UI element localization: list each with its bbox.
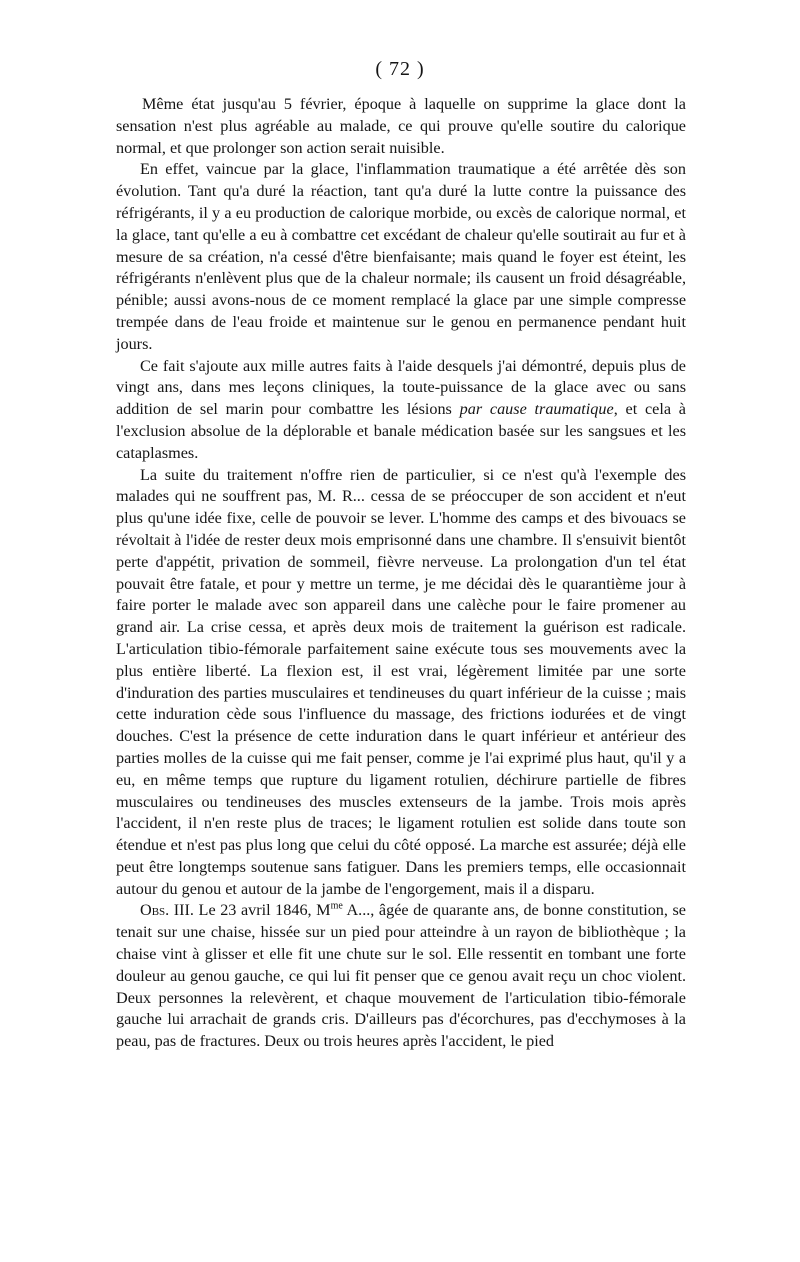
page-number: ( 72 ) [375, 58, 425, 80]
paragraph-3-text-before: Ce fait s'ajoute aux mille autres faits à l'aide desquels j'ai démontré, depuis plus de vingt ans, dans mes leçons cliniques, la toute-puissance de la glace avec ou sans addition de sel marin pour combattre les lésions [116, 356, 686, 419]
paragraph-4: La suite du traitement n'offre rien de particulier, si ce n'est qu'à l'exemple des malades qui ne souffrent pas, M. R... cessa de se préoccuper de son accident et n'eut plus qu'une idée fixe, celle de pouvoir se lever. L'homme des camps et des bivouacs se révoltait à l'idée de rester deux mois emprisonné dans une chambre. Il s'ensuivit bientôt perte d'appétit, privation de sommeil, fièvre nerveuse. La prolongation d'un tel état pouvait être fatale, et pour y mettre un terme, je me décidai dès le quarantième jour à faire porter le malade avec son appareil dans une calèche pour le faire promener au grand air. La crise cessa, et après deux mois de traitement la guérison est radicale. L'articulation tibio-fémorale parfaitement saine exécute tous ses mouvements avec la plus entière liberté. La flexion est, il est vrai, légèrement limitée par une sorte d'induration des parties musculaires et tendineuses du quart inférieur de la cuisse ; mais cette induration cède sous l'influence du massage, des frictions iodurées et de vingt douches. C'est la présence de cette induration dans le quart inférieur et antérieur des parties molles de la cuisse qui me fait penser, comme je l'ai exprimé plus haut, qu'il y a eu, en même temps que rupture du ligament rotulien, déchirure partielle de fibres musculaires ou tendineuses des muscles extenseurs de la jambe. Trois mois après l'accident, il n'en reste plus de traces; le ligament rotulien est solide dans toute son étendue et n'est pas plus long que celui du côté opposé. La marche est assurée; déjà elle peut être longtemps soutenue sans fatiguer. Dans les premiers temps, elle occasionnait autour du genou et autour de la jambe de l'engorgement, mais il a disparu. [116, 465, 686, 898]
paragraph-3-text-after: , et cela à l'exclusion absolue de la déplorable et banale médication basée sur les sangsues et les cataplasmes. [116, 400, 686, 462]
paragraph-3-italic: par cause traumatique [459, 400, 614, 419]
paragraph-5-text-before: Le 23 avril 1846, M [193, 901, 331, 920]
body-text [116, 94, 686, 1053]
paragraph-2: En effet, vaincue par la glace, l'inflammation traumatique a été arrêtée dès son évolution. Tant qu'a duré la réaction, tant qu'a duré la lutte contre la puissance des réfrigérants, il y a eu production de calorique morbide, ou excès de calorique normal, et la glace, tant qu'elle a eu à combattre cet excédant de chaleur qu'elle soutirait au fur et à mesure de sa création, n'a cessé d'être bienfaisante; mais quand le foyer est éteint, les réfrigérants n'enlèvent plus que de la chaleur normale; ils causent un froid désagréable, pénible; aussi avons-nous de ce moment remplacé la glace par une simple compresse trempée dans de l'eau froide et maintenue sur le genou en permanence pendant huit jours. [116, 160, 686, 353]
observation-label: Obs. III. [140, 901, 194, 920]
paragraph-5-superscript: me [330, 901, 343, 913]
paragraph-1: Même état jusqu'au 5 février, époque à laquelle on supprime la glace dont la sensation n'est plus agréable au malade, ce qui prouve qu'elle soutire du calorique normal, et que prolonger son action serait nuisible. [116, 95, 686, 157]
paragraph-3 [116, 356, 686, 465]
paragraph-5-text-after: A..., âgée de quarante ans, de bonne constitution, se tenait sur une chaise, hissée sur un pied pour atteindre à un rayon de bibliothèque ; la chaise vint à glisser et elle fit une chute sur le sol. Elle ressentit en tombant une forte douleur au genou gauche, ce qui lui fit penser que ce genou avait reçu un choc violent. Deux personnes la relevèrent, et chaque mouvement de l'articulation tibio-fémorale gauche lui arrachait de grands cris. D'ailleurs pas d'écorchures, pas d'ecchymoses à la peau, pas de fractures. Deux ou trois heures après l'accident, le pied [116, 901, 686, 1051]
paragraph-5 [116, 900, 686, 1053]
